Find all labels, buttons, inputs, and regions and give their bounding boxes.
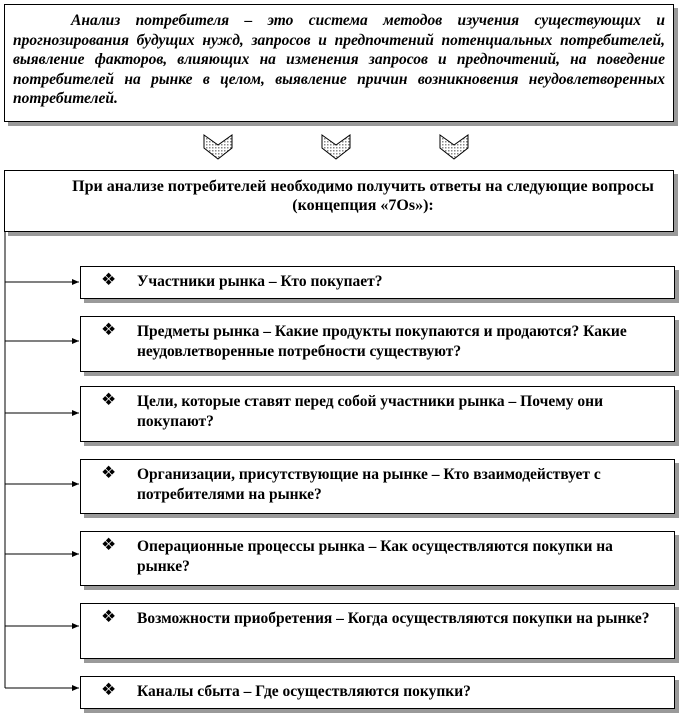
question-item xyxy=(80,603,675,659)
down-arrow-icon xyxy=(203,132,233,162)
question-item xyxy=(80,676,675,709)
definition-term: Анализ потребителя xyxy=(71,12,230,29)
down-arrow-icon xyxy=(439,132,469,162)
diamond-bullet-icon: ❖ xyxy=(101,535,117,555)
question-text: Предметы рынка – Какие продукты покупаются и продаются? Какие неудовлетворенные потребности существуют? xyxy=(137,323,627,360)
question-text: Каналы сбыта – Где осуществляются покупки? xyxy=(137,683,471,700)
intro-text: При анализе потребителей необходимо получить ответы на следующие вопросы (концепция «7Os»): xyxy=(72,178,654,214)
diamond-bullet-icon: ❖ xyxy=(101,607,117,627)
question-item xyxy=(80,316,675,372)
diamond-bullet-icon: ❖ xyxy=(101,680,117,700)
question-text: Участники рынка – Кто покупает? xyxy=(137,273,383,290)
question-item xyxy=(80,266,675,299)
down-arrow-icon xyxy=(321,132,351,162)
diamond-bullet-icon: ❖ xyxy=(101,463,117,483)
question-text: Возможности приобретения – Когда осуществляются покупки на рынке? xyxy=(137,610,650,627)
definition-box xyxy=(4,4,674,122)
question-text: Цели, которые ставят перед собой участники рынка – Почему они покупают? xyxy=(137,393,603,430)
question-item xyxy=(80,459,675,514)
diamond-bullet-icon: ❖ xyxy=(101,270,117,290)
question-text: Организации, присутствующие на рынке – Кто взаимодействует с потребителями на рынке? xyxy=(137,466,601,503)
question-item xyxy=(80,386,675,442)
intro-box xyxy=(4,170,674,232)
diamond-bullet-icon: ❖ xyxy=(101,390,117,410)
definition-text: – это система методов изучения существующих и прогнозирования будущих нужд, запросов и предпочтений потенциальных потребителей, выявление факторов, влияющих на изменения запросов и предпочтений, на поведение потребителей на рынке в целом, выявление причин возникновения неудовлетворенных потребителей. xyxy=(13,12,665,107)
question-item xyxy=(80,531,675,586)
question-text: Операционные процессы рынка – Как осуществляются покупки на рынке? xyxy=(137,538,613,575)
diamond-bullet-icon: ❖ xyxy=(101,320,117,340)
